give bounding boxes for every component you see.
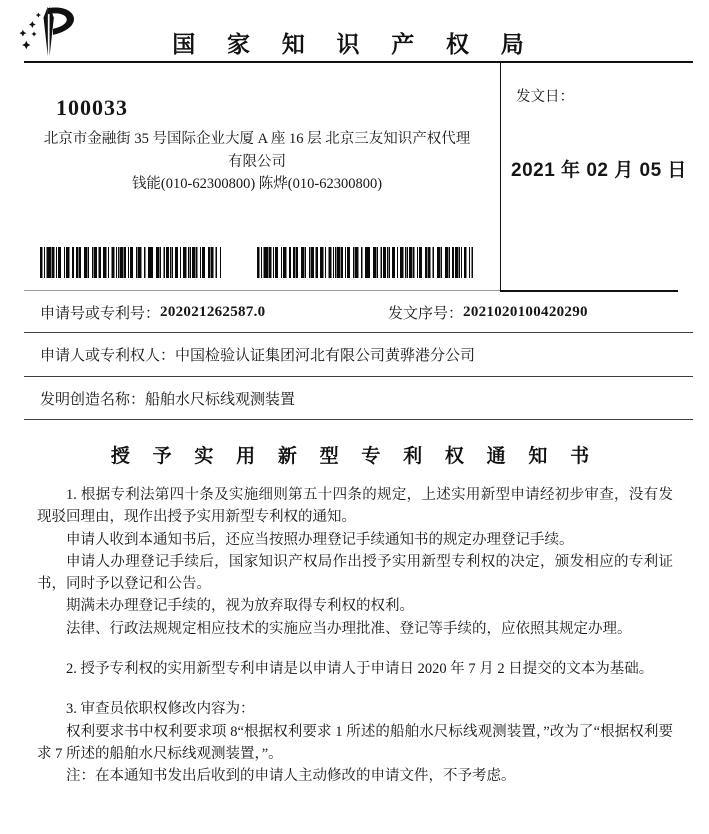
applicant-label: 申请人或专利权人： (40, 348, 176, 364)
barcode-divider (24, 290, 500, 291)
notice-paragraph: 申请人收到本通知书后，还应当按照办理登记手续通知书的规定办理登记手续。 (66, 531, 574, 548)
address-line-1: 北京市金融街 35 号国际企业大厦 A 座 16 层 北京三友知识产权代理 (43, 131, 471, 147)
recipient-address (24, 128, 490, 196)
dispatch-number-value: 2021020100420290 (463, 303, 588, 320)
dispatch-date-label: 发文日： (516, 89, 574, 105)
invention-title-row (24, 377, 693, 420)
application-number-row (24, 292, 693, 333)
notice-paragraph: 3. 审查员依职权修改内容为： (66, 701, 255, 718)
application-number-value: 202021262587.0 (160, 303, 266, 320)
recipient-postcode: 100033 (56, 95, 128, 120)
dispatch-date-value: 2021 年 02 月 05 日 (511, 160, 687, 181)
dispatch-number-label: 发文序号： (388, 305, 464, 322)
barcode-icon (257, 247, 473, 278)
notice-section (0, 441, 709, 788)
barcode-icon (40, 247, 221, 278)
notice-paragraph: 法律、行政法规规定相应技术的实施应当办理批准、登记等手续的，应依照其规定办理。 (66, 620, 632, 637)
notice-paragraph: 申请人办理登记手续后，国家知识产权局作出授予实用新型专利权的决定，颁发相应的专利证书，同时予以登记和公告。 (37, 553, 673, 593)
notice-paragraph: 权利要求书中权利要求项 8“根据权利要求 1 所述的船舶水尺标线观测装置，”改为了“根据权利要求 7 所述的船舶水尺标线观测装置，”。 (37, 723, 673, 762)
applicant-value: 中国检验认证集团河北有限公司黄骅港分公司 (175, 348, 476, 364)
agent-contacts: 钱能(010-62300800) 陈烨(010-62300800) (131, 176, 383, 192)
notice-paragraph: 期满未办理登记手续的，视为放弃取得专利权的权利。 (66, 598, 414, 615)
application-number-label: 申请号或专利号： (40, 305, 161, 322)
address-line-2: 有限公司 (228, 153, 286, 170)
document-fields (24, 292, 693, 420)
dispatch-date-box (500, 63, 687, 292)
notice-paragraph: 注：在本通知书发出后收到的申请人主动修改的申请文件，不予考虑。 (66, 768, 516, 785)
notice-body (0, 484, 709, 788)
notice-paragraph: 1. 根据专利法第四十条及实施细则第五十四条的规定，上述实用新型申请经初步审查，没有发现驳回理由，现作出授予实用新型专利权的通知。 (37, 487, 673, 526)
applicant-row (24, 333, 693, 377)
invention-title-value: 船舶水尺标线观测装置 (145, 391, 296, 408)
agency-title: 国 家 知 识 产 权 局 (172, 32, 537, 57)
notice-title: 授 予 实 用 新 型 专 利 权 通 知 书 (110, 446, 599, 467)
invention-title-label: 发明创造名称： (40, 391, 146, 408)
dispatch-number-group (388, 302, 588, 323)
notice-paragraph: 2. 授予专利权的实用新型专利申请是以申请人于申请日 2020 年 7 月 2 日提交的文本为基础。 (66, 661, 654, 678)
